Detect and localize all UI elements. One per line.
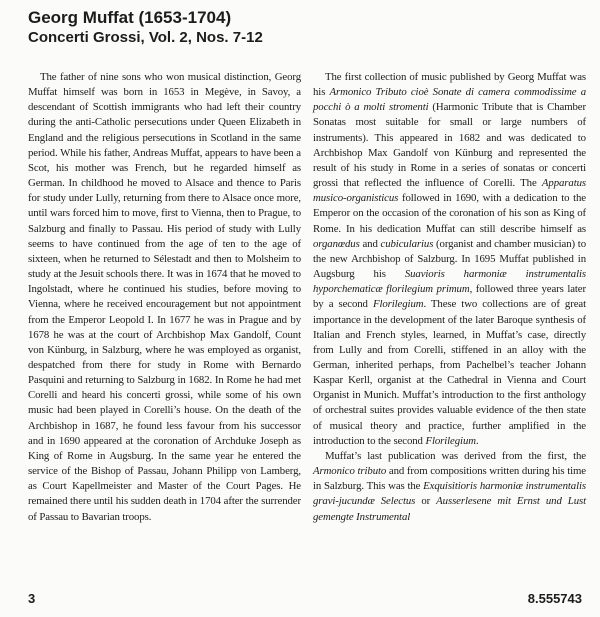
text-run: Muffat’s last publication was derived from the first, the: [325, 449, 586, 462]
paragraph-first-publications: [313, 70, 586, 449]
work-title: Ausserlesene mit Ernst und Lust gemengte Instrumental: [313, 495, 586, 523]
page-title: Georg Muffat (1653-1704): [28, 8, 232, 27]
page-number: 3: [28, 591, 36, 606]
work-title: Suavioris harmoniæ instrumentalis hyporchematicæ florilegium primum: [313, 268, 586, 296]
text-run: . These two collections are of great importance in the development of the later Baroque synthesis of Italian and French styles, learned, in Muffat’s case, directly from Lully and from Corelli, stiffened in an alloy with the German, inherited perhaps, from Pachelbel’s teacher Johann Kaspar Kerll, organist at the Cathedral in Vienna and Court Organist in Munich. Muffat’s introduction to the first anthology of orchestral suites provides valuable evidence of the then state of musical theory and practice, further amplified in the introduction to the second: [313, 298, 586, 447]
text-run: or: [415, 495, 437, 508]
text-run: .: [475, 434, 479, 447]
work-title: Florilegium: [425, 434, 476, 447]
text-run: (organist and chamber musician) to the new Archbishop of Salzburg. In 1695 Muffat published in Augsburg his: [313, 237, 586, 281]
text-run: and: [359, 237, 381, 250]
paragraph-biography: The father of nine sons who won musical distinction, Georg Muffat himself was born in 1653 in Megève, in Savoy, a descendant of Scottish immigrants who had left their country during the anti-Catholic persecutions under Queen Elizabeth in England and the religious persecutions in Scotland in the same period. While his father, Andreas Muffat, appears to have been a Scot, his mother was French, but he regarded himself as German. In childhood he moved to Alsace and thence to Paris for study under Lully, returning from there to Alsace once more, until wars forced him to move, first to Vienna, then to Prague, to Salzburg and finally to Passau. His period of study with Lully seems to have continued from the age of ten to the age of sixteen, when he returned to Sélestadt and then to Molsheim to study at the Jesuit schools there. It was in 1674 that he moved to Ingolstadt, where he continued his studies, before moving to Vienna, where he received encouragement but not appointment from the Emperor Leopold I. In 1677 he was in Prague and by 1678 he was at the court of Archbishop Max Gandolf, Count von Künburg, in Salzburg, where he was employed as organist, despatched from there for study in Rome with Bernardo Pasquini and returning to Salzburg in 1682. In Rome he had met Corelli and heard his concerti grossi, while some of his own music had been played in Corelli’s house. On the death of the Archbishop in 1687, he found less favour from his successor and in 1690 appeared at the coronation of Archduke Joseph as King of Rome in Augsburg. In the same year he entered the service of the Bishop of Passau, Johann Philipp von Lamberg, as Court Kapellmeister and Master of the Court Pages. He remained there until his sudden death in 1704 after the surrender of Passau to Bavarian troops.: [28, 71, 301, 523]
work-title: Apparatus musico-organisticus: [313, 177, 586, 205]
work-title: Florilegium: [372, 298, 424, 311]
work-title: Armonico Tributo cioè Sonate di camera commodissime a pocchi ò a molti stromenti: [313, 86, 586, 114]
work-title: Exquisitioris harmoniæ instrumentalis gravi-jucundæ Selectus: [313, 480, 586, 508]
text-run: , followed three years later by a second: [313, 283, 586, 311]
work-title: Armonico tributo: [313, 465, 387, 478]
text-run: (Harmonic Tribute that is Chamber Sonatas most suitable for small or large numbers of instruments). This appeared in 1682 and was dedicated to Archbishop Max Gandolf von Künburg and represented the result of his study in Rome in a series of sonatas or concerti grossi that reflected the influence of Corelli. The: [313, 101, 586, 190]
right-column: [313, 70, 586, 525]
left-column: [28, 70, 301, 525]
term: cubicularius: [380, 237, 434, 250]
text-run: and from compositions written during his time in Salzburg. This was the: [313, 465, 587, 493]
term: organœdus: [313, 237, 360, 250]
header: [28, 8, 588, 47]
paragraph-last-publication: [313, 449, 586, 525]
page-subtitle: Concerti Grossi, Vol. 2, Nos. 7-12: [28, 29, 263, 46]
catalogue-number: 8.555743: [527, 591, 582, 606]
text-run: followed in 1690, with a dedication to the Emperor on the occasion of the coronation of his son as King of Rome. In his dedication Muffat can still describe himself as: [313, 192, 586, 235]
text-run: The first collection of music published by Georg Muffat was his: [313, 71, 586, 99]
